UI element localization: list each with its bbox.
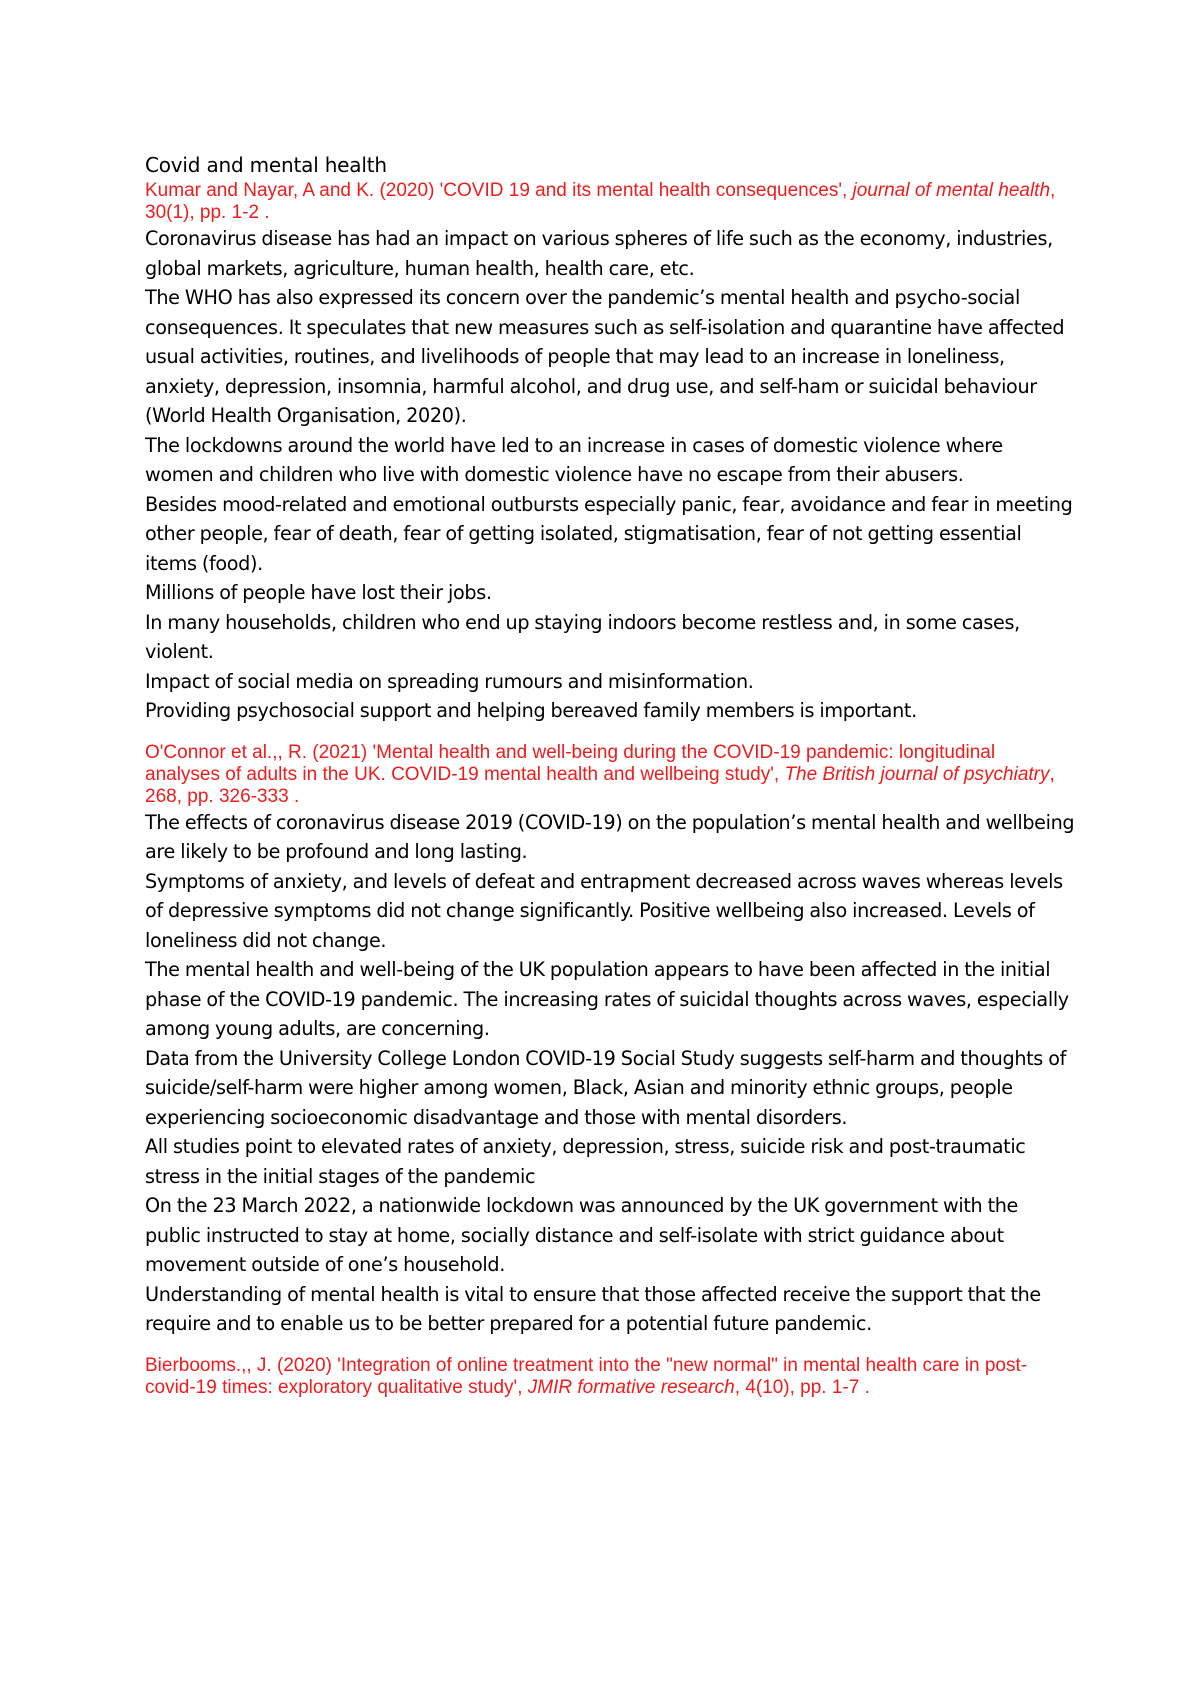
note-paragraph: The effects of coronavirus disease 2019 (COVID-19) on the population’s mental health and wellbeing are likely to be profound and long lasting. [145, 810, 1075, 863]
citation-text: O'Connor et al.,, R. (2021) 'Mental health and well-being during the COVID-19 pandemic: longitudinal analyses of adults in the UK. COVID-19 mental health and wellbeing study', [145, 741, 996, 785]
note-paragraph: Besides mood-related and emotional outbursts especially panic, fear, avoidance and fear in meeting other people, fear of death, fear of getting isolated, stigmatisation, fear of not getting essential items (food). [145, 492, 1073, 575]
section-spacer [145, 1339, 1075, 1355]
reference-citation [145, 180, 1075, 224]
note-paragraph: On the 23 March 2022, a nationwide lockdown was announced by the UK government with the public instructed to stay at home, socially distance and self-isolate with strict guidance about movement outside of one’s household. [145, 1194, 1019, 1276]
note-paragraph: The lockdowns around the world have led to an increase in cases of domestic violence where women and children who live with domestic violence have no escape from their abusers. [145, 433, 1003, 486]
citation-details: , 30(1), pp. 1-2 . [145, 180, 1056, 223]
note-paragraph: The mental health and well-being of the UK population appears to have been affected in the initial phase of the COVID-19 pandemic. The increasing rates of suicidal thoughts across waves, especially among young adults, are concerning. [145, 958, 1069, 1040]
reference-citation [145, 742, 1075, 808]
note-paragraph: All studies point to elevated rates of anxiety, depression, stress, suicide risk and post-traumatic stress in the initial stages of the pandemic [145, 1135, 1026, 1188]
reference-section [145, 742, 1075, 1339]
citation-journal: The British journal of psychiatry [784, 763, 1050, 785]
citation-journal: JMIR formative research [527, 1376, 735, 1398]
document-title: Covid and mental health [145, 153, 387, 177]
citation-details: , 268, pp. 326-333 . [145, 763, 1055, 807]
reference-citation [145, 1355, 1075, 1399]
citation-journal: journal of mental health [852, 180, 1051, 201]
note-paragraph: The WHO has also expressed its concern over the pandemic’s mental health and psycho-social consequences. It speculates that new measures such as self-isolation and quarantine have affected usual activities, routines, and livelihoods of people that may lead to an increase in loneliness, anxiety, depression, insomnia, harmful alcohol, and drug use, and self-ham or suicidal behaviour (World Health Organisation, 2020). [145, 286, 1065, 427]
note-paragraph: Symptoms of anxiety, and levels of defeat and entrapment decreased across waves whereas levels of depressive symptoms did not change significantly. Positive wellbeing also increased. Levels of loneliness did not change. [145, 869, 1063, 952]
section-spacer [145, 726, 1075, 742]
document-body [145, 150, 1075, 1399]
citation-details: , 4(10), pp. 1-7 . [734, 1376, 870, 1398]
note-paragraph: Understanding of mental health is vital to ensure that those affected receive the support that the require and to enable us to be better prepared for a potential future pandemic. [145, 1282, 1041, 1335]
note-paragraph: Coronavirus disease has had an impact on various spheres of life such as the economy, industries, global markets, agriculture, human health, health care, etc. [145, 227, 1053, 280]
note-paragraph: Providing psychosocial support and helping bereaved family members is important. [145, 699, 917, 722]
note-paragraph: In many households, children who end up staying indoors become restless and, in some cases, violent. [145, 610, 1020, 663]
note-paragraph: Impact of social media on spreading rumours and misinformation. [145, 669, 754, 693]
citation-text: Bierbooms.,, J. (2020) 'Integration of online treatment into the "new normal" in mental health care in post-covid-19 times: exploratory qualitative study', [145, 1354, 1028, 1398]
reference-section [145, 1355, 1075, 1399]
citation-text: Kumar and Nayar, A and K. (2020) 'COVID 19 and its mental health consequences', [145, 180, 853, 201]
note-paragraph: Millions of people have lost their jobs. [145, 581, 492, 604]
reference-section [145, 180, 1075, 726]
note-paragraph: Data from the University College London COVID-19 Social Study suggests self-harm and thoughts of suicide/self-harm were higher among women, Black, Asian and minority ethnic groups, people experiencing socioeconomic disadvantage and those with mental disorders. [145, 1046, 1066, 1129]
